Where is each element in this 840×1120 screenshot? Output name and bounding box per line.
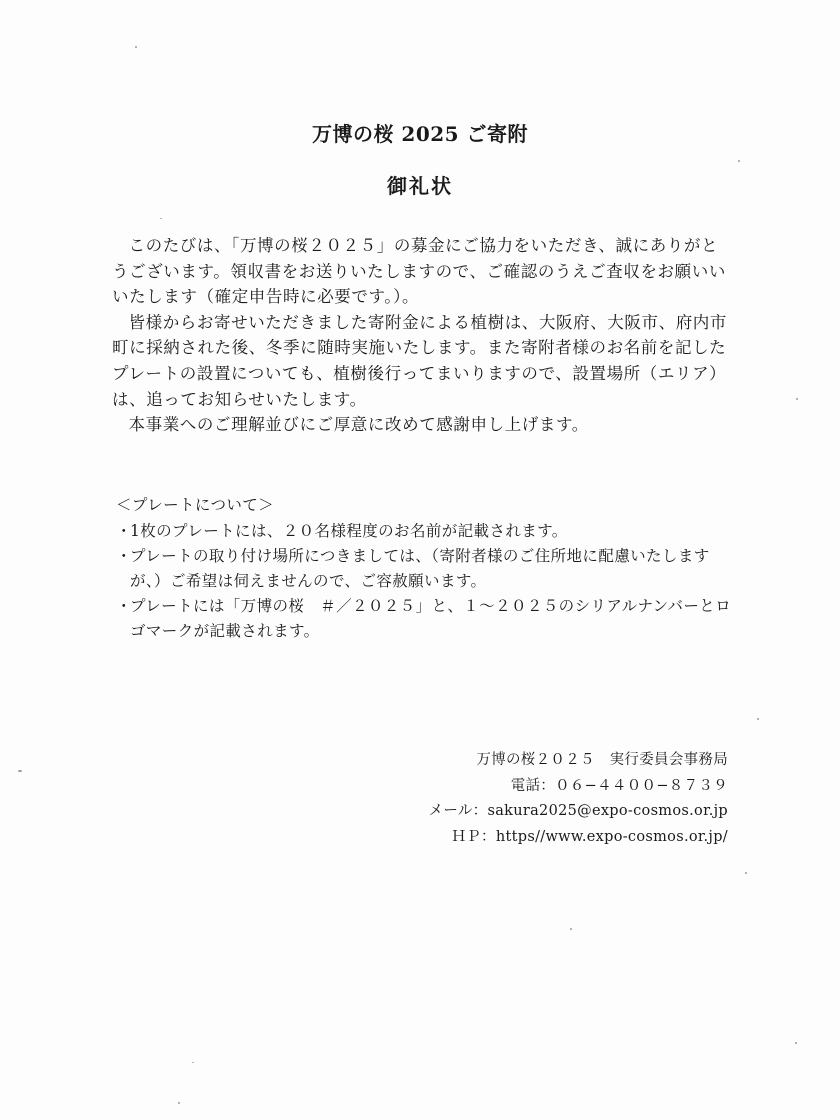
list-item bbox=[116, 544, 736, 594]
body-paragraph-planting: 皆様からお寄せいただきました寄附金による植樹は、大阪府、大阪市、府内市町に採納された後、冬季に随時実施いたします。また寄附者様のお名前を記したプレートの設置についても、植樹後行ってまいりますので、設置場所（エリア）は、追ってお知らせいたします。 bbox=[112, 312, 727, 409]
contact-block bbox=[429, 748, 728, 850]
scan-speck bbox=[738, 160, 740, 162]
body-paragraph-closing: 本事業へのご理解並びにご厚意に改めて感謝申し上げます。 bbox=[128, 415, 589, 435]
letter-body bbox=[112, 233, 732, 438]
plate-info-item-text: 1枚のプレートには、２０名様程度のお名前が記載されます。 bbox=[130, 522, 568, 540]
list-item bbox=[116, 519, 736, 544]
scan-speck bbox=[795, 1042, 797, 1044]
scan-speck bbox=[160, 218, 162, 219]
contact-organization: 万博の桜２０２５ 実行委員会事務局 bbox=[476, 752, 728, 768]
list-bullet: ・ bbox=[116, 547, 132, 565]
scan-speck bbox=[796, 398, 798, 400]
plate-info-heading: ＜プレートについて＞ bbox=[116, 496, 275, 514]
scan-speck bbox=[570, 928, 572, 930]
contact-website: ＨＰ：https//www.expo-cosmos.or.jp/ bbox=[451, 828, 728, 845]
scan-speck bbox=[178, 1102, 180, 1104]
scan-speck bbox=[18, 770, 22, 772]
plate-info-list bbox=[116, 519, 736, 644]
document-title: 万博の桜 2025 ご寄附 bbox=[311, 122, 529, 146]
body-paragraph-thanks: このたびは、「万博の桜２０２５」の募金にご協力をいただき、誠にありがとうございます。領収書をお送りいたしますので、ご確認のうえご査収をお願いいいたします（確定申告時に必要です。）。 bbox=[112, 236, 726, 307]
contact-email: メール：sakura2025@expo-cosmos.or.jp bbox=[428, 803, 728, 819]
scan-speck bbox=[757, 718, 759, 720]
plate-info-section bbox=[116, 493, 736, 644]
list-bullet: ・ bbox=[116, 597, 132, 615]
list-bullet: ・ bbox=[116, 522, 132, 540]
list-item bbox=[116, 594, 736, 644]
contact-phone: 電話：０６−４４００−８７３９ bbox=[510, 777, 728, 794]
scan-speck bbox=[192, 1062, 194, 1063]
scan-speck bbox=[745, 872, 747, 874]
document-subtitle: 御礼状 bbox=[387, 174, 453, 198]
plate-info-item-text: プレートの取り付け場所につきましては、（寄附者様のご住所地に配慮いたしますが、）ご希望は伺えませんので、ご容赦願います。 bbox=[130, 547, 710, 590]
scan-speck bbox=[135, 46, 137, 48]
plate-info-item-text: プレートには「万博の桜 ＃／２０２５」と、１〜２０２５のシリアルナンバーとロゴマークが記載されます。 bbox=[130, 597, 732, 640]
